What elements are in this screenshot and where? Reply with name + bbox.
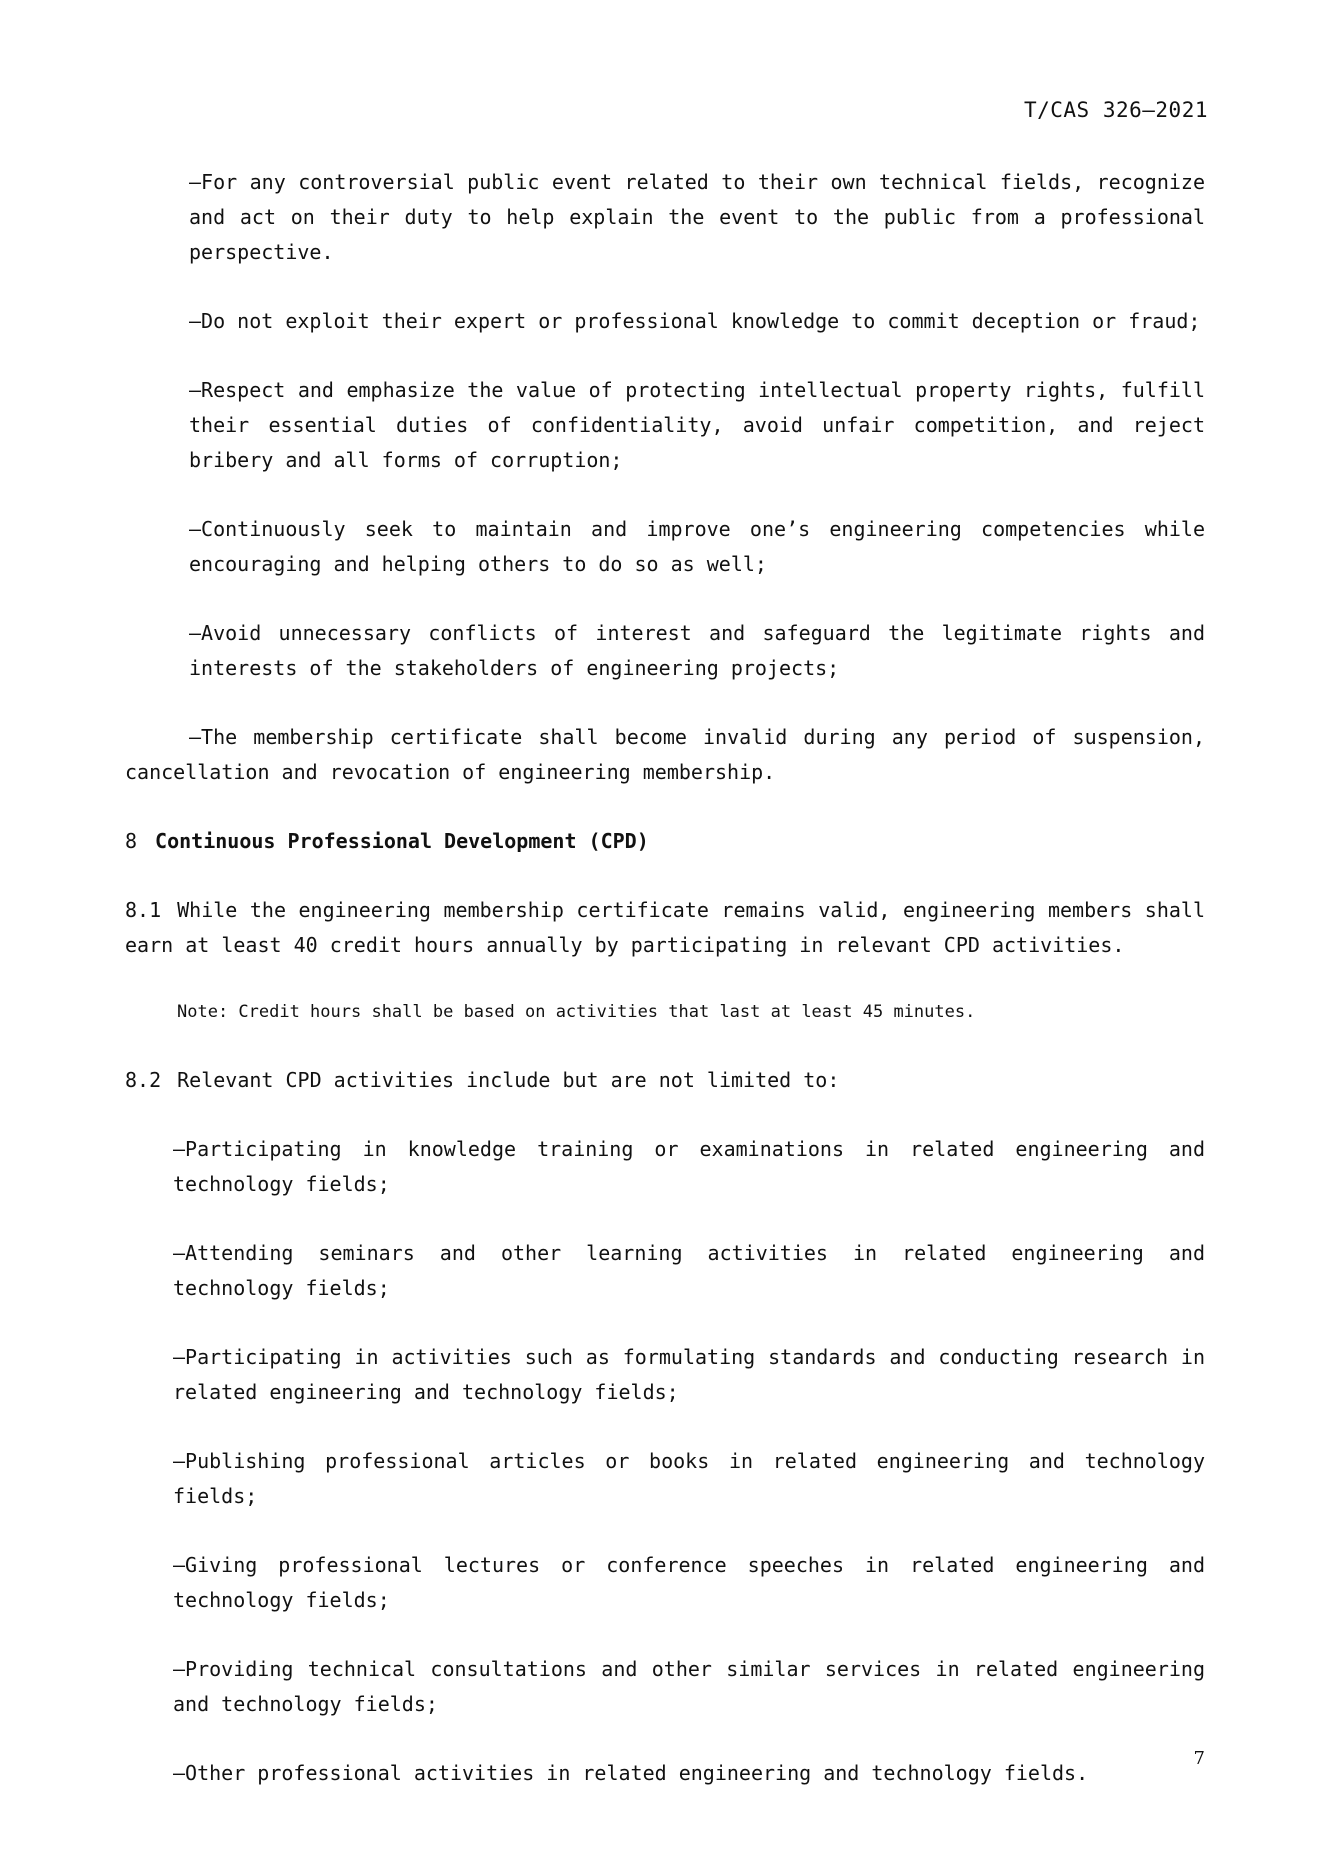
duty-bullet-conflicts: —Avoid unnecessary conflicts of interest and safeguard the legitimate rights and interests of the stakeholders of engineering projects;	[189, 621, 1205, 680]
cpd-activity-seminars: —Attending seminars and other learning activities in related engineering and technology fields;	[173, 1241, 1205, 1300]
cpd-activity-consultations: —Providing technical consultations and other similar services in related engineering and technology fields;	[173, 1657, 1205, 1716]
clause-8-1	[125, 893, 1205, 963]
document-code: T/CAS 326—2021	[1023, 98, 1208, 122]
clause-8-1-text: While the engineering membership certificate remains valid, engineering members shall earn at least 40 credit hours annually by participating in relevant CPD activities.	[125, 898, 1205, 957]
clause-8-1-number: 8.1	[125, 898, 162, 922]
cpd-activity-other: —Other professional activities in related engineering and technology fields.	[173, 1761, 1089, 1785]
duty-bullet-no-fraud: —Do not exploit their expert or professional knowledge to commit deception or fraud;	[189, 309, 1201, 333]
clause-8-2-text: Relevant CPD activities include but are not limited to:	[177, 1068, 840, 1092]
section-8-heading	[125, 824, 1205, 859]
section-8-title: Continuous Professional Development (CPD)	[155, 829, 649, 853]
credit-hours-note: Note: Credit hours shall be based on activities that last at least 45 minutes.	[177, 1002, 976, 1022]
duty-bullet-competencies: —Continuously seek to maintain and improve one’s engineering competencies while encouraging and helping others to do so as well;	[189, 517, 1205, 576]
duty-bullet-public-event: —For any controversial public event related to their own technical fields, recognize and act on their duty to help explain the event to the public from a professional perspective.	[189, 170, 1205, 264]
section-8-number: 8	[125, 829, 138, 853]
cpd-activity-publishing: —Publishing professional articles or books in related engineering and technology fields;	[173, 1449, 1205, 1508]
clause-8-2	[125, 1063, 1205, 1098]
page-number: 7	[1193, 1748, 1205, 1769]
membership-invalid-note: —The membership certificate shall become invalid during any period of suspension, cancellation and revocation of engineering membership.	[125, 725, 1205, 784]
duty-bullet-ip-rights: —Respect and emphasize the value of protecting intellectual property rights, fulfill their essential duties of confidentiality, avoid unfair competition, and reject bribery and all forms of corruption;	[189, 378, 1205, 472]
cpd-activity-training: —Participating in knowledge training or examinations in related engineering and technology fields;	[173, 1137, 1205, 1196]
page-content	[125, 165, 1205, 1825]
cpd-activity-standards: —Participating in activities such as formulating standards and conducting research in related engineering and technology fields;	[173, 1345, 1205, 1404]
cpd-activity-lectures: —Giving professional lectures or conference speeches in related engineering and technology fields;	[173, 1553, 1205, 1612]
clause-8-2-number: 8.2	[125, 1068, 162, 1092]
